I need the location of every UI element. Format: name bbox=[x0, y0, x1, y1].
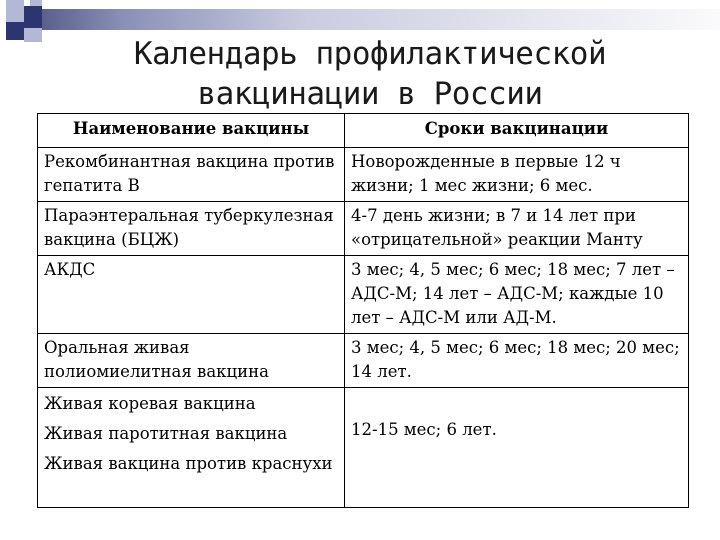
schedule-cell: 4-7 день жизни; в 7 и 14 лет при «отрицательной» реакции Манту bbox=[345, 202, 689, 256]
vaccine-name-cell: АКДС bbox=[38, 256, 345, 334]
schedule-cell bbox=[345, 388, 689, 508]
header-vaccine-name: Наименование вакцины bbox=[38, 114, 345, 148]
decor-square bbox=[6, 22, 24, 40]
schedule-cell: 3 мес; 4, 5 мес; 6 мес; 18 мес; 20 мес; 14 лет. bbox=[345, 334, 689, 388]
vaccine-name-cell: Рекомбинантная вакцина против гепатита В bbox=[38, 148, 345, 202]
vaccine-name-cell: Параэнтеральная туберкулезная вакцина (БЦЖ) bbox=[38, 202, 345, 256]
gradient-stripe bbox=[42, 9, 720, 30]
vaccine-name-item: Живая вакцина против краснухи bbox=[44, 454, 333, 473]
title-line-2: вакцинации в России bbox=[197, 76, 543, 112]
schedule-cell: Новорожденные в первые 12 ч жизни; 1 мес жизни; 6 мес. bbox=[345, 148, 689, 202]
decor-square bbox=[6, 0, 24, 22]
header-decoration bbox=[0, 0, 720, 32]
header-schedule: Сроки вакцинации bbox=[345, 114, 689, 148]
vaccine-name-cell: Оральная живая полиомиелитная вакцина bbox=[38, 334, 345, 388]
decor-square bbox=[24, 28, 42, 42]
decor-square bbox=[30, 0, 42, 6]
title-line-1: Календарь профилактической bbox=[133, 36, 607, 72]
table-row bbox=[38, 334, 689, 388]
table-row bbox=[38, 388, 689, 508]
table-row bbox=[38, 256, 689, 334]
table-row bbox=[38, 202, 689, 256]
slide-title bbox=[90, 34, 650, 114]
table-row bbox=[38, 148, 689, 202]
vaccine-name-item: Живая коревая вакцина bbox=[44, 394, 256, 413]
table-header-row bbox=[38, 114, 689, 148]
live-vaccines-cell bbox=[38, 388, 345, 508]
schedule-cell: 3 мес; 4, 5 мес; 6 мес; 18 мес; 7 лет – АДС-М; 14 лет – АДС-М; каждые 10 лет – АДС-М или АД-М. bbox=[345, 256, 689, 334]
vaccination-table bbox=[37, 113, 689, 508]
vaccine-name-item: Живая паротитная вакцина bbox=[44, 424, 288, 443]
live-schedule-text: 12-15 мес; 6 лет. bbox=[351, 420, 497, 439]
decor-square bbox=[24, 6, 42, 28]
